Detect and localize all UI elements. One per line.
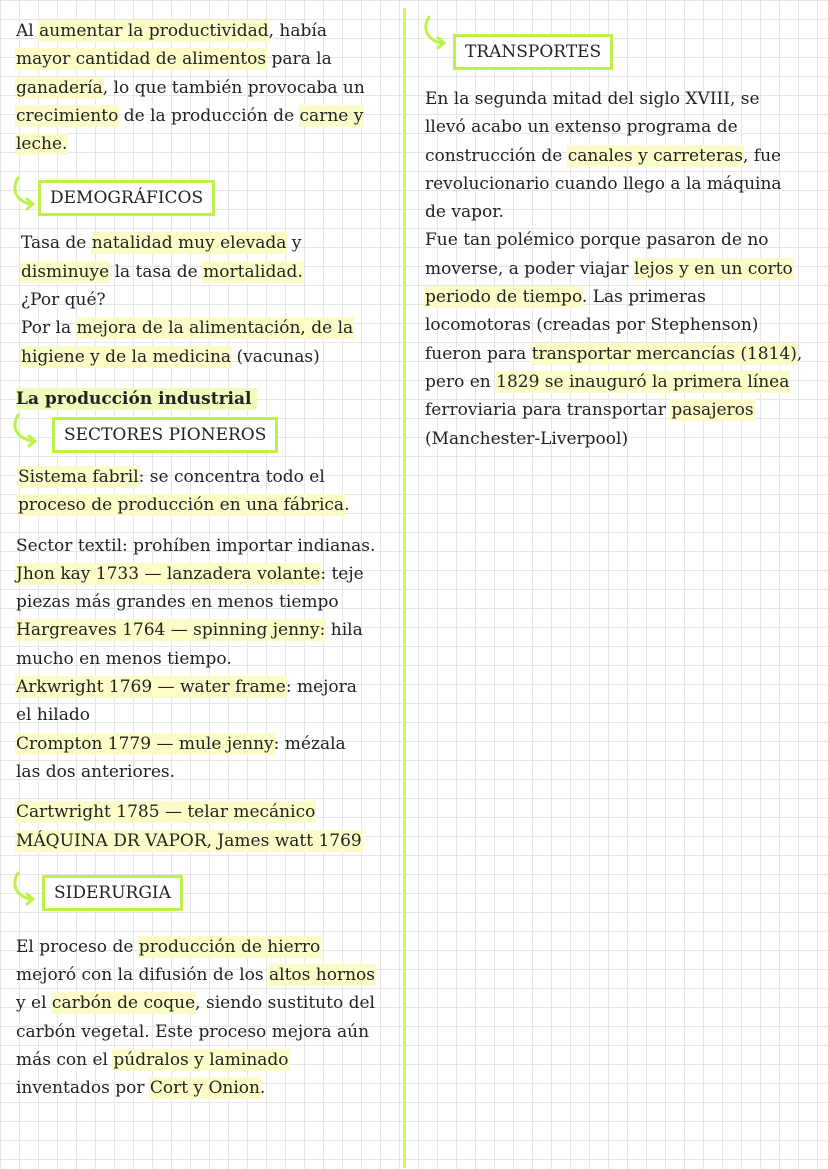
highlight-text: natalidad muy elevada (91, 233, 287, 254)
highlight-text: higiene y de la medicina (21, 346, 232, 367)
transportes-paragraph (425, 85, 820, 453)
right-column (425, 17, 820, 453)
text: Fue tan polémico porque pasaron de no (425, 230, 769, 251)
highlight-text: lejos y en un corto (633, 258, 793, 279)
highlight-text: ganadería (16, 77, 103, 98)
highlight-text: proceso de producción en una fábrica (18, 495, 345, 516)
sistema-fabril-paragraph (18, 463, 396, 520)
text: , (796, 343, 803, 364)
text: : teje (320, 563, 364, 584)
text: El proceso de (16, 936, 139, 957)
text: , había (268, 21, 327, 41)
text: mejoró con la difusión de los (16, 965, 269, 986)
section-box-siderurgia: SIDERURGIA (42, 875, 183, 911)
text: . (344, 495, 350, 516)
produccion-industrial-title-row (16, 389, 396, 409)
text: . Las primeras (581, 287, 706, 308)
highlight-text: carne y (299, 105, 364, 126)
text: mucho en menos tiempo. (16, 648, 232, 669)
highlight-text: Cartwright 1785 — telar mecánico (16, 802, 316, 823)
highlight-text: Crompton 1779 — mule jenny (16, 733, 274, 754)
demograficos-paragraph (21, 229, 396, 370)
highlight-text: Sistema fabril (18, 466, 139, 487)
text: y (286, 233, 302, 254)
highlight-text: mortalidad. (203, 261, 303, 282)
text: inventados por (16, 1078, 150, 1099)
siderurgia-paragraph (16, 933, 396, 1103)
highlight-text: carbón de coque (51, 993, 196, 1014)
text: para la (266, 49, 332, 70)
text: y el (16, 993, 52, 1014)
highlight-text: pasajeros (671, 400, 754, 421)
text: , lo que también provocaba un (102, 77, 365, 98)
highlight-text: Jhon kay 1733 — lanzadera volante (16, 563, 321, 584)
textil-paragraph (16, 532, 396, 787)
text: hila (325, 620, 363, 641)
highlight-text: periodo de tiempo (425, 287, 582, 308)
text: llevó acabo un extenso programa de (425, 117, 738, 138)
text: : mézala (273, 733, 346, 754)
text: más con el (16, 1050, 114, 1071)
text: , fue (742, 145, 782, 166)
text: Al (16, 21, 40, 41)
text: ¿Por qué? (21, 290, 106, 311)
text: : se concentra todo el (138, 466, 325, 487)
curved-arrow-icon (10, 411, 46, 455)
text: : mejora (285, 677, 357, 698)
left-column (16, 17, 396, 1103)
text: las dos anteriores. (16, 761, 176, 782)
demograficos-heading (16, 180, 396, 224)
text: pero en (425, 371, 497, 392)
curved-arrow-icon (421, 13, 457, 57)
highlight-text: disminuye (21, 261, 110, 282)
text: carbón vegetal. Este proceso mejora aún (16, 1021, 370, 1042)
highlight-text: 1829 se inauguró la primera línea (496, 371, 790, 392)
text: revolucionario cuando llego a la máquina (425, 173, 782, 194)
highlight-text: canales y carreteras (567, 145, 743, 166)
text: construcción de (425, 145, 568, 166)
text: En la segunda mitad del siglo XVIII, se (425, 89, 760, 109)
text: (vacunas) (231, 346, 320, 367)
highlight-text: púdralos y laminado (113, 1050, 289, 1071)
text: Por la (21, 318, 77, 339)
text: el hilado (16, 705, 90, 726)
text: la tasa de (109, 261, 204, 282)
intro-paragraph (16, 17, 396, 158)
highlight-text: MÁQUINA DR VAPOR, James watt 1769 (16, 830, 362, 851)
vapor-paragraph (16, 798, 396, 855)
text: (Manchester-Liverpool) (425, 428, 629, 449)
siderurgia-heading (16, 875, 396, 919)
section-box-transportes: TRANSPORTES (453, 34, 613, 70)
highlight-text: transportar mercancías (1814) (531, 343, 797, 364)
highlight-text: Arkwright 1769 — water frame (16, 677, 286, 698)
text: moverse, a poder viajar (425, 258, 634, 279)
text: Sector textil: prohíben importar indianas. (16, 535, 376, 556)
highlight-text: Hargreaves 1764 — spinning jenny: (16, 620, 326, 641)
highlight-text: leche. (16, 134, 68, 155)
text: locomotoras (creadas por Stephenson) (425, 315, 759, 336)
highlight-text: Cort y Onion (149, 1078, 260, 1099)
column-divider (403, 8, 406, 1168)
highlight-text: aumentar la productividad (39, 21, 269, 41)
section-box-sectores: SECTORES PIONEROS (52, 417, 278, 453)
curved-arrow-icon (10, 869, 46, 913)
text: de vapor. (425, 202, 504, 223)
sectores-heading (16, 417, 396, 461)
transportes-heading (425, 17, 820, 75)
text: , siendo sustituto del (195, 993, 375, 1014)
highlight-text: mayor cantidad de alimentos (16, 49, 267, 70)
text: de la producción de (118, 105, 300, 126)
text: Tasa de (21, 233, 92, 254)
text: ferroviaria para transportar (425, 400, 672, 421)
text: piezas más grandes en menos tiempo (16, 592, 339, 613)
section-box-demograficos: DEMOGRÁFICOS (38, 180, 215, 216)
text: . (259, 1078, 266, 1099)
highlight-text: crecimiento (16, 105, 119, 126)
text: fueron para (425, 343, 532, 364)
highlight-text: altos hornos (269, 965, 375, 986)
section-title: La producción industrial (16, 388, 257, 410)
highlight-text: mejora de la alimentación, de la (76, 318, 354, 339)
highlight-text: producción de hierro (138, 936, 321, 957)
